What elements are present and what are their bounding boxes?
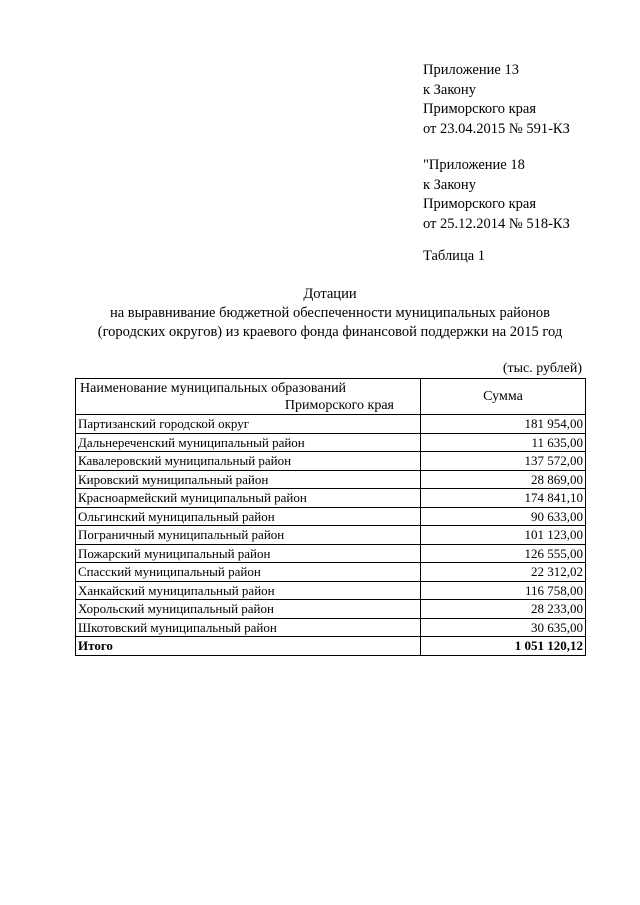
table-row [76,600,586,619]
municipality-name-cell: Кировский муниципальный район [76,470,421,489]
sum-cell: 174 841,10 [421,489,586,508]
sum-cell: 137 572,00 [421,452,586,471]
appendix-line: Приморского края [423,101,537,117]
appendix-line: Приложение 13 [423,62,519,78]
appendix-amended-heading [423,156,570,234]
table-row [76,563,586,582]
total-sum-cell: 1 051 120,12 [421,637,586,656]
table-row [76,618,586,637]
table-row [76,489,586,508]
appendix-line: Приморского края [423,196,537,212]
sum-cell: 28 233,00 [421,600,586,619]
header-sum-cell: Сумма [421,379,586,415]
table-row [76,507,586,526]
units-label: (тыс. рублей) [502,361,582,376]
municipality-name-cell: Кавалеровский муниципальный район [76,452,421,471]
title-line: (городских округов) из краевого фонда финансовой поддержки на 2015 год [97,324,563,340]
municipality-name-cell: Пожарский муниципальный район [76,544,421,563]
title-line: Дотации [303,286,357,302]
appendix-line: к Закону [423,176,476,193]
appendix-line: к Закону [423,81,476,98]
header-name-line: Наименование муниципальных образований [80,381,347,396]
total-row [76,637,586,656]
document-title [60,285,600,342]
municipality-name-cell: Пограничный муниципальный район [76,526,421,545]
sum-cell: 30 635,00 [421,618,586,637]
header-name-cell [76,379,421,415]
table-row [76,470,586,489]
sum-cell: 90 633,00 [421,507,586,526]
sum-cell: 101 123,00 [421,526,586,545]
sum-cell: 22 312,02 [421,563,586,582]
municipality-name-cell: Шкотовский муниципальный район [76,618,421,637]
appendix-line: от 23.04.2015 № 591-КЗ [423,120,570,137]
table-label: Таблица 1 [423,248,486,264]
municipality-name-cell: Хорольский муниципальный район [76,600,421,619]
sum-cell: 181 954,00 [421,415,586,434]
sum-cell: 28 869,00 [421,470,586,489]
table-body [76,415,586,656]
appendix-current-heading [423,61,570,139]
appendix-line: от 25.12.2014 № 518-КЗ [423,215,570,232]
municipality-name-cell: Ханкайский муниципальный район [76,581,421,600]
table-row [76,433,586,452]
municipality-name-cell: Красноармейский муниципальный район [76,489,421,508]
table-row [76,544,586,563]
header-name-line: Приморского края [284,398,394,413]
subsidies-table [75,378,586,656]
table-row [76,526,586,545]
table-row [76,581,586,600]
municipality-name-cell: Дальнереченский муниципальный район [76,433,421,452]
municipality-name-cell: Партизанский городской округ [76,415,421,434]
appendix-line: "Приложение 18 [423,157,525,173]
total-label-cell: Итого [76,637,421,656]
municipality-name-cell: Ольгинский муниципальный район [76,507,421,526]
title-line: на выравнивание бюджетной обеспеченности муниципальных районов [109,305,551,321]
table-header-row [76,379,586,415]
sum-cell: 116 758,00 [421,581,586,600]
table-row [76,452,586,471]
municipality-name-cell: Спасский муниципальный район [76,563,421,582]
table-row [76,415,586,434]
sum-cell: 11 635,00 [421,433,586,452]
sum-cell: 126 555,00 [421,544,586,563]
